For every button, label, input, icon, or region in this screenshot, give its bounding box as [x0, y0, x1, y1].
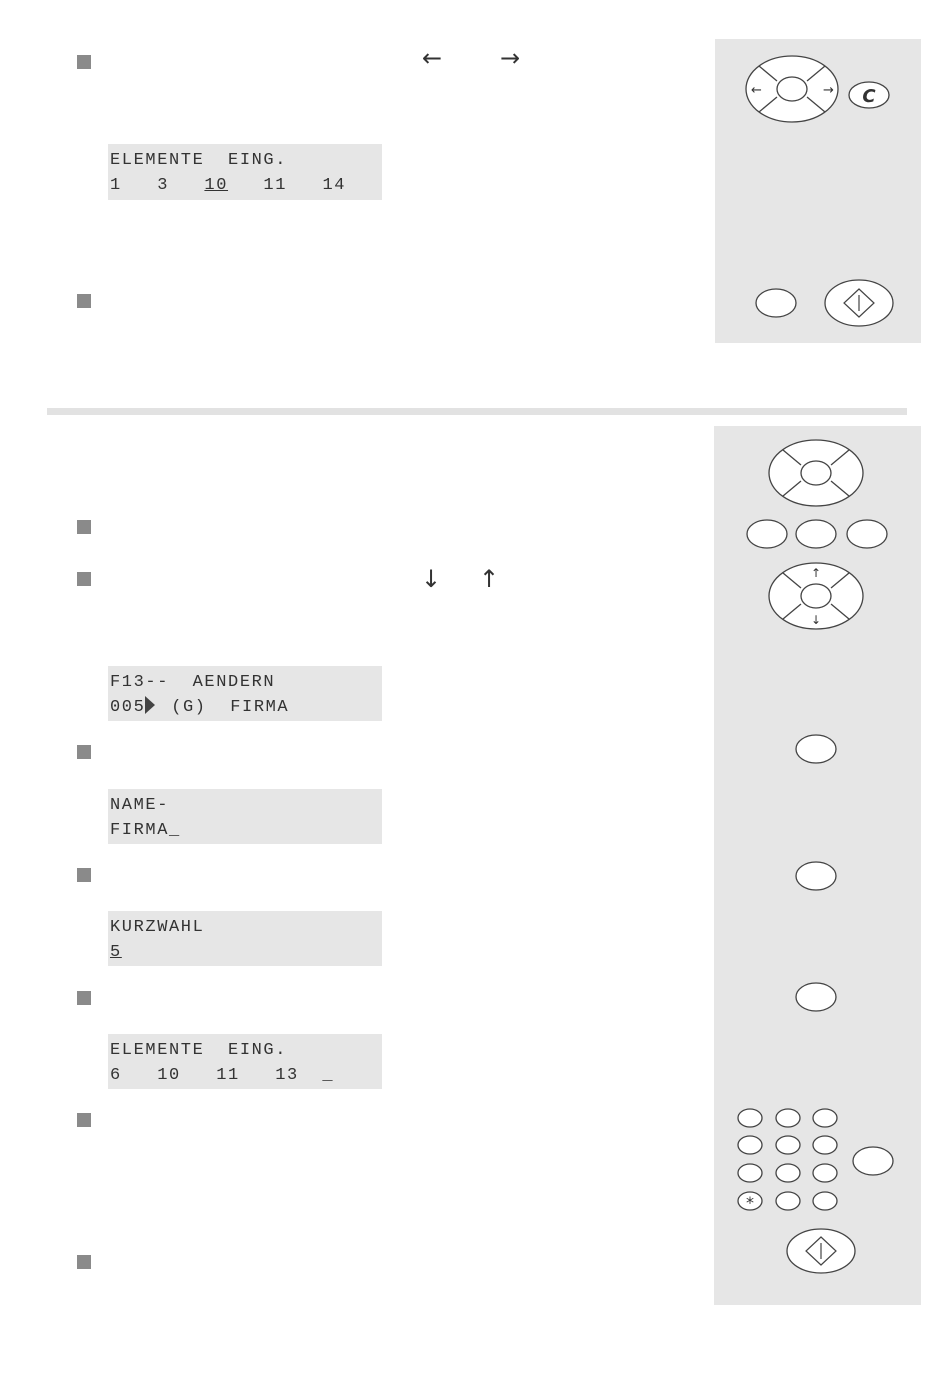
- display-line-2: FIRMA_: [110, 821, 181, 840]
- function-button-3[interactable]: [847, 520, 887, 548]
- digit-key[interactable]: [813, 1164, 837, 1182]
- left-arrow-symbol: ←: [422, 44, 443, 72]
- nav-right-icon: →: [823, 83, 834, 98]
- nav-pad[interactable]: [769, 440, 863, 506]
- keypad-panel-top: [715, 39, 921, 343]
- clear-key-label: C: [862, 86, 876, 107]
- display-text: 11 14: [228, 176, 347, 195]
- digit-key[interactable]: [776, 1192, 800, 1210]
- step-bullet: [77, 991, 91, 1005]
- lcd-display-elements-2: [108, 1034, 382, 1089]
- display-text: 005: [110, 698, 146, 717]
- ok-button[interactable]: [796, 983, 836, 1011]
- start-button[interactable]: [787, 1229, 855, 1273]
- digit-key[interactable]: [813, 1109, 837, 1127]
- function-button[interactable]: [853, 1147, 893, 1175]
- digit-key[interactable]: [776, 1164, 800, 1182]
- digit-key[interactable]: [738, 1109, 762, 1127]
- asterisk-icon: *: [746, 1193, 754, 1212]
- display-line-2: [110, 173, 382, 198]
- lcd-display-kurzwahl: [108, 911, 382, 966]
- display-text: (G) FIRMA: [159, 698, 290, 717]
- display-line-2: [110, 940, 382, 965]
- nav-left-icon: ←: [751, 83, 762, 98]
- right-arrow-symbol: →: [500, 44, 521, 72]
- display-line-1: F13-- AENDERN: [110, 673, 276, 692]
- digit-key[interactable]: [813, 1192, 837, 1210]
- nav-center-button[interactable]: [801, 584, 831, 608]
- display-cursor-value: 5: [110, 943, 122, 962]
- numeric-keypad[interactable]: [738, 1109, 837, 1212]
- start-button[interactable]: [825, 280, 893, 326]
- ok-button[interactable]: [796, 862, 836, 890]
- display-line-2: 6 10 11 13 _: [110, 1066, 335, 1085]
- lcd-display-elements: [108, 144, 382, 200]
- nav-center-button[interactable]: [777, 77, 807, 101]
- lcd-display-aendern: [108, 666, 382, 721]
- clear-button[interactable]: [849, 82, 889, 108]
- step-bullet: [77, 1113, 91, 1127]
- nav-down-icon: ↓: [810, 613, 822, 627]
- digit-key[interactable]: [738, 1164, 762, 1182]
- nav-center-button[interactable]: [801, 461, 831, 485]
- nav-up-icon: ↑: [810, 566, 822, 580]
- keypad-illustration-bottom: [714, 426, 921, 1305]
- digit-key[interactable]: [776, 1136, 800, 1154]
- step-bullet: [77, 745, 91, 759]
- step-bullet: [77, 520, 91, 534]
- step-bullet: [77, 55, 91, 69]
- display-line-1: NAME-: [110, 796, 170, 815]
- up-arrow-symbol: ↑: [479, 565, 500, 593]
- lcd-display-name: [108, 789, 382, 844]
- nav-pad-updown[interactable]: [769, 563, 863, 629]
- section-divider: [47, 408, 907, 415]
- step-bullet: [77, 1255, 91, 1269]
- display-line-1: ELEMENTE EING.: [110, 1041, 288, 1060]
- display-line-1: KURZWAHL: [110, 918, 205, 937]
- display-line-1: ELEMENTE EING.: [110, 151, 288, 170]
- ok-button[interactable]: [796, 735, 836, 763]
- step-bullet: [77, 572, 91, 586]
- down-arrow-symbol: ↓: [421, 565, 442, 593]
- keypad-illustration-top: [715, 39, 921, 343]
- function-button-1[interactable]: [747, 520, 787, 548]
- display-text: 1 3: [110, 176, 205, 195]
- keypad-panel-bottom: [714, 426, 921, 1305]
- pointer-triangle-icon: [145, 696, 155, 714]
- function-button[interactable]: [756, 289, 796, 317]
- display-line-2: [110, 695, 382, 720]
- step-bullet: [77, 868, 91, 882]
- step-bullet: [77, 294, 91, 308]
- function-button-2[interactable]: [796, 520, 836, 548]
- display-cursor-value: 10: [204, 176, 229, 195]
- nav-pad[interactable]: [746, 56, 838, 122]
- digit-key[interactable]: [813, 1136, 837, 1154]
- digit-key[interactable]: [738, 1136, 762, 1154]
- digit-key[interactable]: [776, 1109, 800, 1127]
